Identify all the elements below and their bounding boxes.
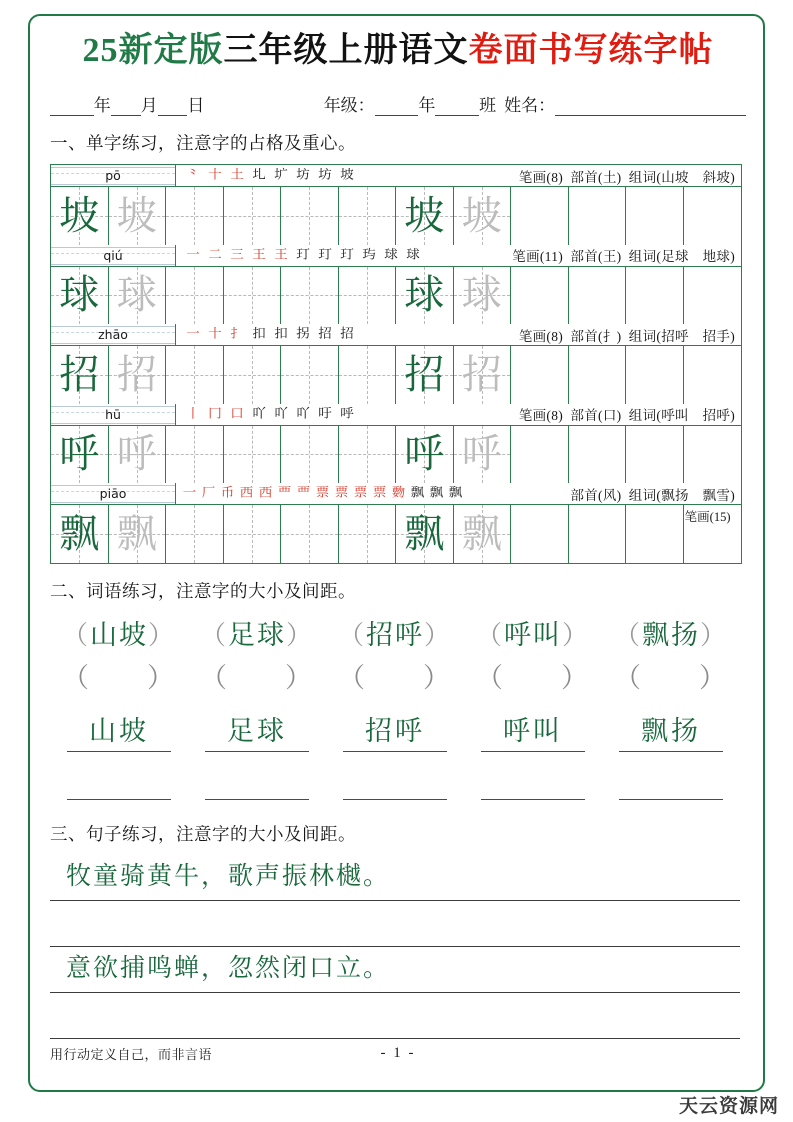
tianzige-cell[interactable] [511, 346, 569, 404]
tianzige-cell[interactable] [339, 505, 397, 563]
model-character: 坡 [59, 192, 100, 238]
stroke-order-sequence: 一 二 三 王 王 玎 玎 玎 玙 球 球 [186, 247, 420, 262]
empty-brackets [602, 658, 740, 698]
word-cell [602, 712, 740, 752]
word-bracket-row-blank [50, 658, 740, 698]
stroke-order-sequence: 一 十 扌 扣 扣 拐 招 招 [186, 326, 354, 342]
word-cell [188, 712, 326, 752]
tianzige-cell[interactable] [166, 426, 224, 484]
tianzige-cell[interactable] [339, 267, 397, 325]
stroke-order-cell [176, 404, 466, 426]
char-grid-row [51, 346, 742, 404]
tianzige-cell[interactable] [396, 505, 454, 563]
char-info-row [51, 165, 742, 187]
word-cell-blank[interactable] [188, 658, 326, 698]
bracket-left: （ [613, 620, 642, 650]
char-grid-cell [51, 346, 742, 404]
stroke-order-cell [176, 483, 466, 505]
tianzige-cell[interactable] [511, 267, 569, 325]
model-character: 呼 [59, 431, 100, 477]
word-cell [326, 615, 464, 656]
word-cell-blank[interactable] [50, 658, 188, 698]
words-label: 组词(招呼 招手) [628, 328, 735, 344]
tianzige-cell[interactable] [224, 187, 282, 245]
title-part-black: 三年级上册语文 [223, 32, 469, 69]
word-text: 飘扬 [619, 712, 723, 752]
tianzige-cell[interactable] [684, 187, 742, 245]
section-three-heading: 三、句子练习，注意字的大小及间距。 [50, 823, 356, 844]
tianzige-cell[interactable] [569, 346, 627, 404]
tianzige-cell[interactable] [166, 346, 224, 404]
char-grid-row [51, 187, 742, 245]
tianzige-cell[interactable] [569, 187, 627, 245]
date-month-input[interactable] [111, 101, 141, 116]
pinyin-text: pō [105, 168, 121, 183]
char-grid-cell [51, 266, 742, 324]
tianzige-cell[interactable] [511, 505, 569, 563]
word-text: 山坡 [90, 619, 148, 650]
word-text: 足球 [205, 712, 309, 752]
tianzige-cell[interactable] [454, 505, 512, 563]
trace-character: 飘 [116, 510, 157, 556]
tianzige-cell[interactable] [626, 267, 684, 325]
word-cell [50, 712, 188, 752]
tianzige-cell[interactable] [166, 505, 224, 563]
class-label: 班 [479, 96, 497, 115]
trace-character: 呼 [116, 431, 157, 477]
trace-character: 坡 [116, 192, 157, 238]
word-cell-blank[interactable] [602, 658, 740, 698]
stroke-order-cell [176, 245, 466, 267]
model-character: 球 [404, 272, 445, 318]
pinyin-text: qiú [103, 247, 123, 263]
tianzige-strip [51, 346, 741, 404]
bracket-right: ） [423, 662, 452, 693]
sentence-line: 牧童骑黄牛，歌声振林樾。 [50, 855, 740, 901]
bracket-right: ） [424, 620, 453, 650]
trace-character: 飘 [461, 510, 502, 556]
bracket-left: （ [200, 662, 229, 693]
trace-character: 呼 [461, 431, 502, 477]
tianzige-strip [51, 505, 741, 563]
tianzige-cell[interactable] [224, 426, 282, 484]
pinyin-text: zhāo [98, 327, 128, 342]
word-cell-blank[interactable] [326, 762, 464, 805]
tianzige-cell[interactable] [339, 187, 397, 245]
word-write-line[interactable] [67, 762, 171, 800]
bracket-left: （ [476, 662, 505, 693]
char-info-row [51, 324, 742, 346]
word-cell [188, 615, 326, 656]
stroke-count-note: 笔画(15) [684, 510, 731, 524]
model-character: 飘 [59, 510, 100, 556]
word-write-line[interactable] [343, 762, 447, 800]
char-grid-cell [51, 505, 742, 564]
title-part-green: 25新定版 [82, 32, 224, 69]
char-info-row [51, 483, 742, 505]
word-cell-blank[interactable] [326, 658, 464, 698]
stroke-count-label: 笔画(8) [518, 328, 564, 344]
words-label: 组词(足球 地球) [628, 249, 735, 264]
character-rows [51, 165, 742, 564]
section-one-heading: 一、单字练习，注意字的占格及重心。 [50, 133, 356, 153]
trace-character: 球 [461, 272, 502, 318]
date-month-label: 月 [140, 96, 158, 115]
section-two-heading: 二、词语练习，注意字的大小及间距。 [50, 580, 356, 601]
word-underline-row-blank [50, 762, 740, 805]
word-bracket-row-filled [50, 615, 740, 656]
model-character: 招 [404, 351, 445, 397]
tianzige-cell[interactable] [569, 505, 627, 563]
bracket-left: （ [61, 620, 90, 650]
bracket-left: （ [338, 662, 367, 693]
word-with-brackets [50, 615, 188, 656]
model-character: 飘 [404, 510, 445, 556]
word-text: 飘扬 [642, 619, 700, 650]
tianzige-cell[interactable] [626, 187, 684, 245]
trace-character: 坡 [461, 192, 502, 238]
tianzige-cell[interactable] [109, 267, 167, 325]
radical-label: 部首(王) [570, 249, 622, 264]
sentence-write-line[interactable] [50, 901, 740, 947]
word-text: 呼叫 [481, 712, 585, 752]
radical-label: 部首(口) [570, 408, 622, 423]
tianzige-cell[interactable] [281, 505, 339, 563]
radical-label: 部首(风) [570, 487, 622, 503]
tianzige-cell[interactable] [224, 346, 282, 404]
word-cell [464, 615, 602, 656]
tianzige-cell[interactable] [454, 267, 512, 325]
page-title [50, 22, 746, 74]
tianzige-cell[interactable] [684, 426, 742, 484]
pinyin-cell [51, 483, 176, 505]
tianzige-cell[interactable] [626, 505, 731, 563]
word-cell [50, 615, 188, 656]
bracket-left: （ [475, 620, 504, 650]
char-meta-cell [465, 245, 741, 267]
class-input[interactable] [435, 101, 479, 116]
word-cell [602, 615, 740, 656]
trace-character: 招 [461, 351, 502, 397]
tianzige-cell[interactable] [626, 426, 684, 484]
pinyin-cell [51, 404, 176, 426]
word-with-brackets [464, 615, 602, 656]
word-underline-row-filled [50, 712, 740, 752]
tianzige-cell[interactable] [281, 346, 339, 404]
stroke-count-label: 笔画(8) [518, 408, 564, 423]
bracket-left: （ [614, 662, 643, 693]
bracket-right: ） [561, 662, 590, 693]
tianzige-cell[interactable] [396, 426, 454, 484]
word-cell-blank[interactable] [464, 762, 602, 805]
tianzige-cell[interactable] [684, 346, 742, 404]
trace-character: 球 [116, 272, 157, 318]
char-meta-cell [465, 483, 741, 505]
char-meta-cell [465, 324, 741, 346]
stroke-count-label: 笔画(8) [518, 169, 564, 185]
tianzige-strip [51, 267, 741, 325]
tianzige-cell[interactable] [109, 346, 167, 404]
tianzige-cell[interactable] [51, 426, 109, 484]
word-write-line[interactable] [619, 762, 723, 800]
tianzige-cell[interactable] [454, 187, 512, 245]
tianzige-cell[interactable] [51, 346, 109, 404]
tianzige-strip [51, 187, 741, 245]
empty-brackets [464, 658, 602, 698]
word-write-line[interactable] [205, 762, 309, 800]
tianzige-cell[interactable] [51, 505, 109, 563]
tianzige-cell[interactable] [396, 267, 454, 325]
radical-label: 部首(扌) [570, 328, 622, 344]
word-with-brackets [188, 615, 326, 656]
stroke-count-label: 笔画(11) [512, 249, 564, 264]
word-cell-blank[interactable] [188, 762, 326, 805]
empty-brackets [188, 658, 326, 698]
date-day-label: 日 [187, 96, 205, 115]
model-character: 坡 [404, 192, 445, 238]
pinyin-cell [51, 324, 176, 346]
tianzige-cell[interactable] [109, 505, 167, 563]
pinyin-text: piāo [99, 486, 127, 501]
word-text: 招呼 [366, 619, 424, 650]
page-number: - 1 - [380, 1045, 416, 1061]
date-day-input[interactable] [158, 101, 188, 116]
tianzige-cell[interactable] [511, 187, 569, 245]
tianzige-cell[interactable] [339, 426, 397, 484]
tianzige-cell[interactable] [454, 426, 512, 484]
char-grid-cell [51, 425, 742, 483]
stroke-order-cell [176, 324, 466, 346]
char-info-row [51, 404, 742, 426]
stroke-order-sequence: 一 厂 币 西 西 覀 覀 票 票 票 票 覅 飘 飘 飘 [182, 485, 463, 501]
grade-label: 年级： [323, 96, 375, 115]
student-info-line [50, 90, 746, 116]
word-cell-blank[interactable] [464, 658, 602, 698]
model-character: 呼 [404, 431, 445, 477]
word-text: 足球 [228, 619, 286, 650]
stroke-order-sequence: 丨 冂 口 吖 吖 吖 吁 呼 [186, 406, 354, 421]
bracket-right: ） [286, 620, 315, 650]
tianzige-cell[interactable] [51, 267, 109, 325]
tianzige-cell[interactable] [109, 187, 167, 245]
grade-input[interactable] [375, 101, 419, 116]
grade-year-label: 年 [418, 96, 436, 115]
word-cell [326, 712, 464, 752]
bracket-left: （ [62, 662, 91, 693]
tianzige-strip [51, 426, 741, 484]
word-cell [464, 712, 602, 752]
bracket-right: ） [147, 662, 176, 693]
empty-brackets [50, 658, 188, 698]
tianzige-cell[interactable] [339, 346, 397, 404]
model-character: 球 [59, 272, 100, 318]
word-cell-blank[interactable] [50, 762, 188, 805]
model-character: 招 [59, 351, 100, 397]
name-label: 姓名： [504, 96, 556, 115]
sentence-line: 意欲捕鸣蝉，忽然闭口立。 [50, 947, 740, 993]
pinyin-cell [51, 165, 176, 187]
page-content [50, 22, 746, 1039]
char-grid-row [51, 425, 742, 483]
char-grid-cell [51, 187, 742, 245]
pinyin-text: hū [105, 406, 121, 422]
tianzige-cell[interactable] [569, 267, 627, 325]
tianzige-cell[interactable] [396, 187, 454, 245]
bracket-right: ） [285, 662, 314, 693]
words-label: 组词(山坡 斜坡) [628, 169, 735, 185]
tianzige-cell[interactable] [281, 426, 339, 484]
char-meta-cell [465, 165, 741, 187]
bracket-left: （ [337, 620, 366, 650]
title-part-red: 卷面书写练字帖 [468, 32, 714, 69]
tianzige-cell[interactable] [224, 505, 282, 563]
bracket-right: ） [699, 662, 728, 693]
watermark: 天云资源网 [678, 1096, 779, 1117]
tianzige-cell[interactable] [109, 426, 167, 484]
words-label: 组词(呼叫 招呼) [628, 408, 735, 423]
tianzige-cell[interactable] [684, 267, 742, 325]
word-write-line[interactable] [481, 762, 585, 800]
bracket-right: ） [562, 620, 591, 650]
stroke-order-cell [176, 165, 466, 187]
word-with-brackets [326, 615, 464, 656]
word-cell-blank[interactable] [602, 762, 740, 805]
words-label: 组词(飘扬 飘雪) [628, 487, 735, 503]
word-text: 呼叫 [504, 619, 562, 650]
tianzige-cell[interactable] [684, 505, 742, 563]
word-text: 山坡 [67, 712, 171, 752]
bracket-right: ） [700, 620, 729, 650]
sentence-practice-block [50, 855, 740, 1039]
tianzige-cell[interactable] [626, 346, 684, 404]
name-input[interactable] [555, 101, 746, 116]
char-grid-row [51, 505, 742, 564]
tianzige-cell[interactable] [396, 346, 454, 404]
tianzige-cell[interactable] [569, 426, 627, 484]
page-footer [50, 1044, 746, 1063]
sentence-write-line[interactable] [50, 993, 740, 1039]
tianzige-cell[interactable] [166, 267, 224, 325]
pinyin-cell [51, 245, 176, 267]
date-year-label: 年 [93, 96, 111, 115]
word-with-brackets [602, 615, 740, 656]
character-practice-table [50, 164, 742, 564]
bracket-left: （ [199, 620, 228, 650]
tianzige-cell[interactable] [166, 187, 224, 245]
tianzige-cell[interactable] [224, 267, 282, 325]
tianzige-cell[interactable] [51, 187, 109, 245]
tianzige-cell[interactable] [511, 426, 569, 484]
char-grid-row [51, 266, 742, 324]
char-info-row [51, 245, 742, 267]
tianzige-cell[interactable] [281, 187, 339, 245]
trace-character: 招 [116, 351, 157, 397]
word-text: 招呼 [343, 712, 447, 752]
bracket-right: ） [148, 620, 177, 650]
date-year-input[interactable] [50, 101, 94, 116]
tianzige-cell[interactable] [281, 267, 339, 325]
char-meta-cell [465, 404, 741, 426]
tianzige-cell[interactable] [454, 346, 512, 404]
radical-label: 部首(土) [570, 169, 622, 185]
footer-motto: 用行动定义自己，而非言语 [50, 1047, 213, 1062]
empty-brackets [326, 658, 464, 698]
stroke-order-sequence: ⺀ 十 土 圠 圹 坊 坊 坡 [186, 167, 354, 183]
